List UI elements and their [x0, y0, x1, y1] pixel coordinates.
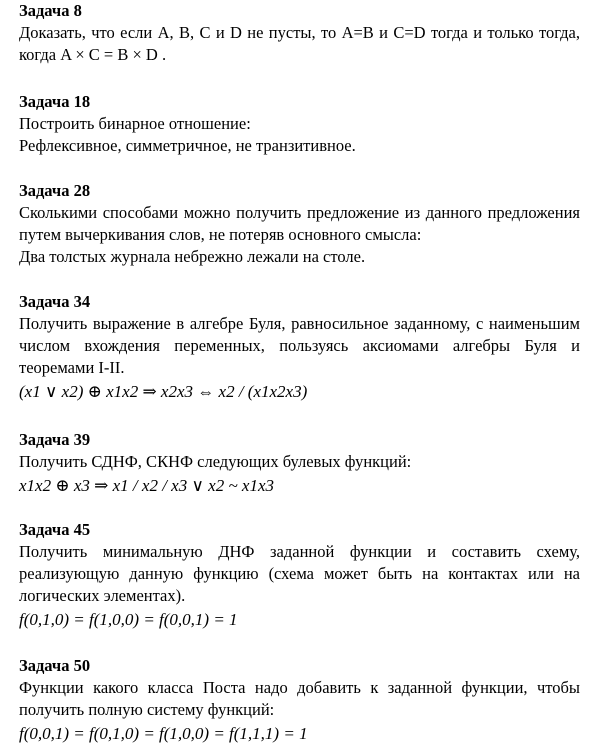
task-example-sentence: Два толстых журнала небрежно лежали на столе. — [19, 247, 366, 266]
task-formula — [19, 607, 580, 632]
task-text — [19, 22, 580, 66]
task-title: Задача 50 — [19, 656, 91, 675]
task-title: Задача 45 — [19, 520, 91, 539]
task-title: Задача 39 — [19, 430, 91, 449]
task-text-line: Рефлексивное, симметричное, не транзитивное. — [19, 136, 356, 155]
task-34 — [19, 291, 580, 404]
task-28 — [19, 180, 580, 268]
task-formula — [19, 379, 580, 404]
task-title: Задача 34 — [19, 292, 91, 311]
formula-text: f(0,1,0) = f(1,0,0) = f(0,0,1) = 1 — [19, 610, 238, 629]
task-formula — [19, 721, 580, 746]
task-title: Задача 18 — [19, 92, 91, 111]
task-text: Получить выражение в алгебре Буля, равносильное заданному, с наименьшим числом вхождения переменных, пользуясь аксиомами алгебры Буля и теоремами I-II. — [19, 314, 580, 377]
task-45 — [19, 519, 580, 632]
task-title: Задача 8 — [19, 1, 82, 20]
task-50 — [19, 655, 580, 746]
task-title: Задача 28 — [19, 181, 91, 200]
task-text: Сколькими способами можно получить предложение из данного предложения путем вычеркивания слов, не потеряв основного смысла: — [19, 203, 580, 244]
task-8 — [19, 0, 580, 66]
task-text: Получить СДНФ, СКНФ следующих булевых функций: — [19, 452, 412, 471]
task-39 — [19, 429, 580, 498]
task-text: Получить минимальную ДНФ заданной функции и составить схему, реализующую данную функцию (схема может быть на контактах или на логических элементах). — [19, 542, 580, 605]
task-text: Функции какого класса Поста надо добавить к заданной функции, чтобы получить полную систему функций: — [19, 678, 580, 719]
formula-text: (x1 ∨ x2) ⊕ x1x2 ⇒ x2x3 ⇔ x2 / (x1x2x3) — [19, 382, 308, 401]
task-formula — [19, 473, 580, 498]
task-text-content: Доказать, что если A, B, C и D не пусты, то A=B и C=D тогда и только тогда, когда A × C = B × D . — [19, 23, 580, 64]
formula-text: f(0,0,1) = f(0,1,0) = f(1,0,0) = f(1,1,1) = 1 — [19, 724, 308, 743]
formula-text: x1x2 ⊕ x3 ⇒ x1 / x2 / x3 ∨ x2 ~ x1x3 — [19, 476, 274, 495]
task-text-line: Построить бинарное отношение: — [19, 114, 251, 133]
task-18 — [19, 91, 580, 157]
